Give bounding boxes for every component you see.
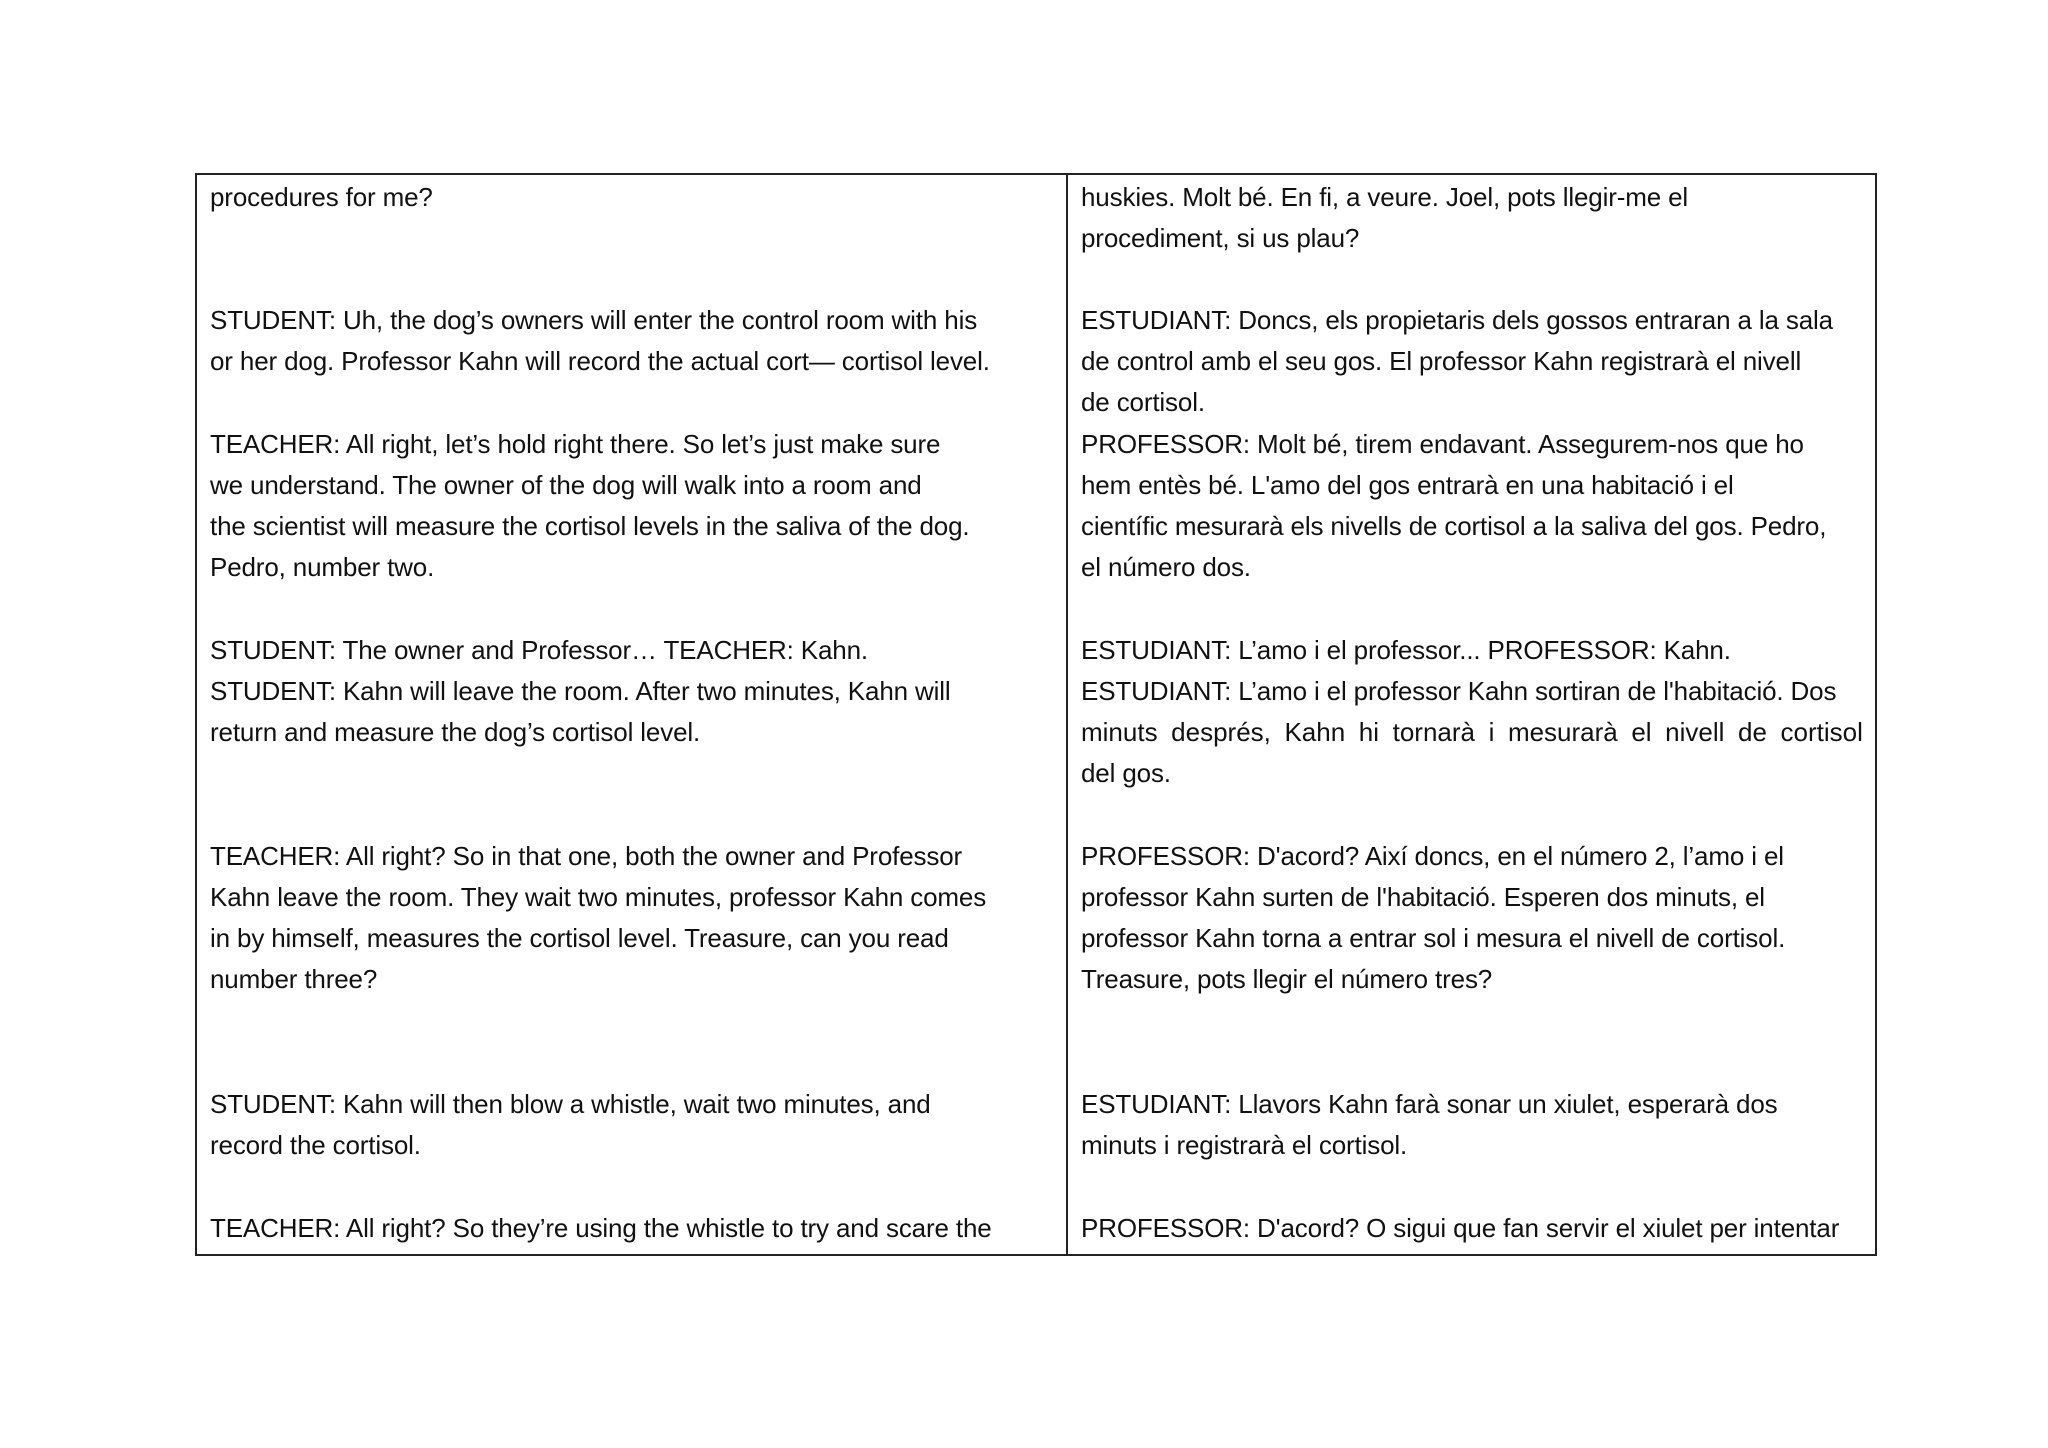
text-line: ESTUDIANT: Llavors Kahn farà sonar un xiulet, esperarà dos xyxy=(1081,1089,1778,1119)
word: i xyxy=(1488,717,1495,747)
word: tornarà xyxy=(1392,717,1475,747)
text-line: Pedro, number two. xyxy=(210,552,435,582)
text-line: STUDENT: Uh, the dog’s owners will enter the control room with his xyxy=(210,305,978,335)
word: nivell xyxy=(1665,717,1725,747)
bilingual-transcript-table xyxy=(195,173,1877,1256)
text-line: the scientist will measure the cortisol levels in the saliva of the dog. xyxy=(210,511,970,541)
text-line: Kahn leave the room. They wait two minutes, professor Kahn comes xyxy=(210,882,987,912)
text-line: STUDENT: Kahn will leave the room. After two minutes, Kahn will xyxy=(210,676,951,706)
text-line: PROFESSOR: D'acord? O sigui que fan servir el xiulet per intentar xyxy=(1081,1213,1840,1243)
text-line: TEACHER: All right? So in that one, both the owner and Professor xyxy=(210,841,963,871)
word: cortisol xyxy=(1780,717,1863,747)
text-line: procediment, si us plau? xyxy=(1081,223,1360,253)
text-line: number three? xyxy=(210,964,378,994)
word: de xyxy=(1738,717,1767,747)
catalan-column xyxy=(1068,175,1875,1254)
word: Kahn xyxy=(1284,717,1346,747)
text-line: ESTUDIANT: Doncs, els propietaris dels gossos entraran a la sala xyxy=(1081,305,1833,335)
text-line: professor Kahn torna a entrar sol i mesura el nivell de cortisol. xyxy=(1081,923,1786,953)
text-line: de control amb el seu gos. El professor Kahn registrarà el nivell xyxy=(1081,346,1802,376)
text-line: hem entès bé. L'amo del gos entrarà en una habitació i el xyxy=(1081,470,1734,500)
text-line: STUDENT: Kahn will then blow a whistle, wait two minutes, and xyxy=(210,1089,931,1119)
english-column xyxy=(197,175,1068,1254)
word: hi xyxy=(1358,717,1380,747)
text-line: minuts i registrarà el cortisol. xyxy=(1081,1130,1408,1160)
text-line: PROFESSOR: D'acord? Així doncs, en el número 2, l’amo i el xyxy=(1081,841,1784,871)
text-line: record the cortisol. xyxy=(210,1130,421,1160)
text-line: el número dos. xyxy=(1081,552,1251,582)
text-line: ESTUDIANT: L’amo i el professor Kahn sortiran de l'habitació. Dos xyxy=(1081,676,1837,706)
text-line: TEACHER: All right? So they’re using the whistle to try and scare the xyxy=(210,1213,992,1243)
text-line: TEACHER: All right, let’s hold right there. So let’s just make sure xyxy=(210,429,941,459)
text-line: or her dog. Professor Kahn will record the actual cort— cortisol level. xyxy=(210,346,990,376)
text-line: PROFESSOR: Molt bé, tirem endavant. Assegurem-nos que ho xyxy=(1081,429,1804,459)
word: minuts xyxy=(1081,717,1158,747)
text-line: huskies. Molt bé. En fi, a veure. Joel, pots llegir-me el xyxy=(1081,182,1689,212)
word: el xyxy=(1631,717,1652,747)
text-line: we understand. The owner of the dog will walk into a room and xyxy=(210,470,922,500)
word: mesurarà xyxy=(1507,717,1618,747)
text-line: procedures for me? xyxy=(210,182,433,212)
text-line: return and measure the dog’s cortisol level. xyxy=(210,717,701,747)
text-line: del gos. xyxy=(1081,758,1171,788)
text-line: STUDENT: The owner and Professor… TEACHER: Kahn. xyxy=(210,635,868,665)
justified-text-line xyxy=(1081,712,1863,753)
text-line: professor Kahn surten de l'habitació. Esperen dos minuts, el xyxy=(1081,882,1765,912)
text-line: de cortisol. xyxy=(1081,387,1205,417)
text-line: ESTUDIANT: L’amo i el professor... PROFESSOR: Kahn. xyxy=(1081,635,1731,665)
word: després, xyxy=(1171,717,1271,747)
text-line: in by himself, measures the cortisol level. Treasure, can you read xyxy=(210,923,949,953)
text-line: científic mesurarà els nivells de cortisol a la saliva del gos. Pedro, xyxy=(1081,511,1827,541)
text-line: Treasure, pots llegir el número tres? xyxy=(1081,964,1493,994)
